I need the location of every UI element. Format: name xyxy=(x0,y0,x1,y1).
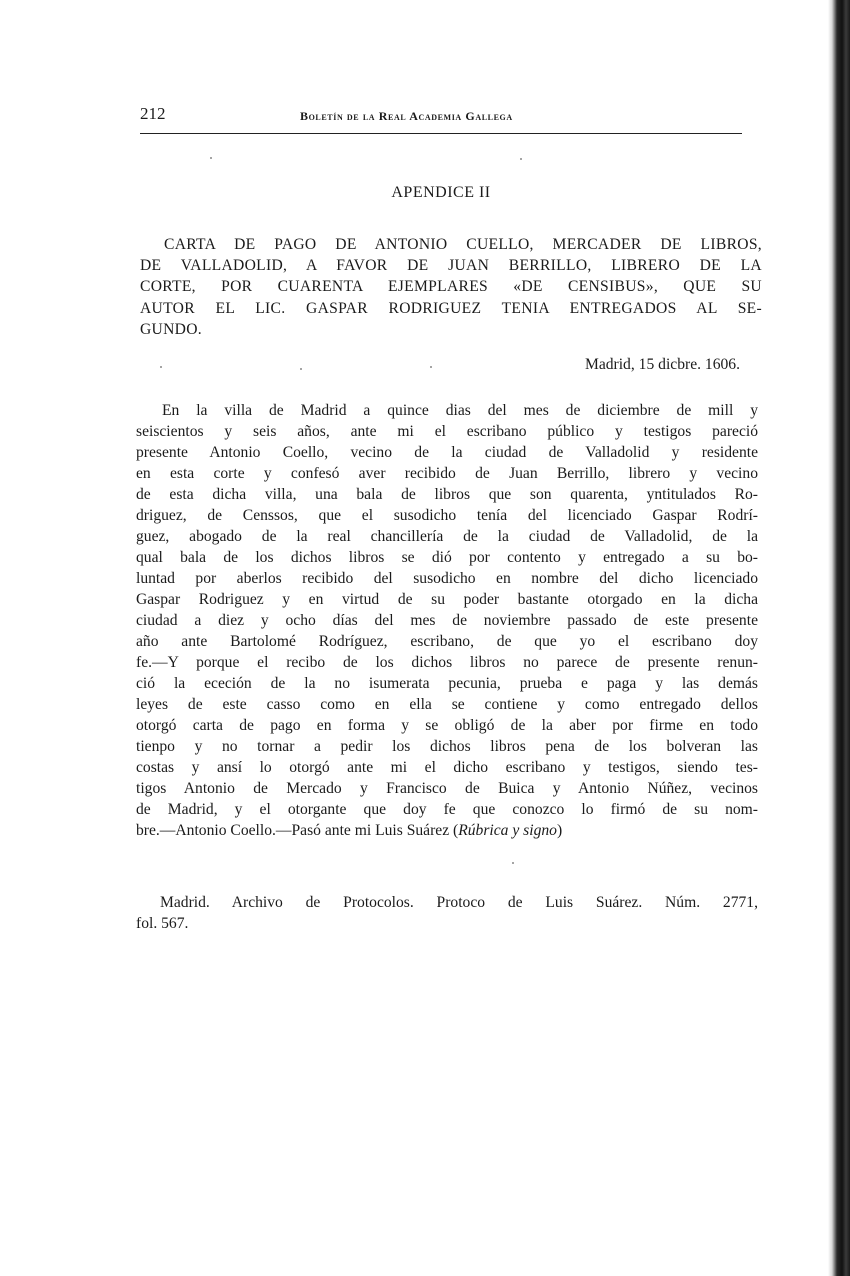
body-line: año ante Bartolomé Rodríguez, escribano, de que yo el escribano doy xyxy=(136,633,758,650)
page-number: 212 xyxy=(140,104,166,123)
title-line: CARTA DE PAGO DE ANTONIO CUELLO, MERCADER DE LIBROS, xyxy=(164,236,762,253)
body-line: de Madrid, y el otorgante que doy fe que conozco lo firmó de su nom- xyxy=(136,801,758,818)
body-last-line-text: bre.—Antonio Coello.—Pasó ante mi Luis Suárez ( xyxy=(136,822,459,839)
title-line: AUTOR EL LIC. GASPAR RODRIGUEZ TENIA ENTREGADOS AL SE- xyxy=(140,299,762,317)
journal-title: Boletín de la Real Academia Gallega xyxy=(300,109,513,123)
body-line: qual bala de los dichos libros se dió por contento y entregado a su bo- xyxy=(136,549,758,566)
body-line: leyes de este casso como en ella se contiene y como entregado dellos xyxy=(136,696,758,713)
source-line: fol. 567. xyxy=(136,915,189,932)
title-line: GUNDO. xyxy=(140,320,203,338)
body-line: guez, abogado de la real chancillería de la ciudad de Valladolid, de la xyxy=(136,528,758,545)
body-line: En la villa de Madrid a quince dias del mes de diciembre de mill y xyxy=(162,402,758,419)
dateline: Madrid, 15 dicbre. 1606. xyxy=(584,356,740,373)
rubrica-note: Rúbrica y signo xyxy=(458,822,557,839)
source-line: Madrid. Archivo de Protocolos. Protoco de Luis Suárez. Núm. 2771, xyxy=(160,894,758,911)
body-line: costas y ansí lo otorgó ante mi el dicho escribano y testigos, siendo tes- xyxy=(136,759,758,776)
body-last-line xyxy=(136,820,758,841)
body-paragraph xyxy=(136,400,758,841)
body-line: ciudad a diez y ocho días del mes de noviembre passado de este presente xyxy=(136,612,758,629)
body-line: Gaspar Rodriguez y en virtud de su poder bastante otorgado en la dicha xyxy=(136,591,758,608)
appendix-heading: APENDICE II xyxy=(391,184,491,201)
body-line: en esta corte y confesó aver recibido de Juan Berrillo, librero y vecino xyxy=(136,465,758,482)
scan-speck xyxy=(300,368,302,370)
scan-speck xyxy=(210,157,212,159)
title-line: CORTE, POR CUARENTA EJEMPLARES «DE CENSIBUS», QUE SU xyxy=(140,278,762,296)
body-line: presente Antonio Coello, vecino de la ciudad de Valladolid y residente xyxy=(136,444,758,461)
scan-speck xyxy=(430,366,432,368)
header-rule xyxy=(140,133,742,134)
body-line: tigos Antonio de Mercado y Francisco de Buica y Antonio Núñez, vecinos xyxy=(136,780,758,797)
body-line: de esta dicha villa, una bala de libros que son quarenta, yntitulados Ro- xyxy=(136,486,758,503)
title-line: DE VALLADOLID, A FAVOR DE JUAN BERRILLO, LIBRERO DE LA xyxy=(140,257,762,275)
running-header xyxy=(140,103,740,129)
body-line: fe.—Y porque el recibo de los dichos libros no parece de presente renun- xyxy=(136,654,758,671)
body-line: ció la ececión de la no isumerata pecunia, prueba e paga y las demás xyxy=(136,675,758,692)
document-title xyxy=(140,234,762,340)
scan-edge-shadow xyxy=(828,0,850,1276)
body-line: otorgó carta de pago en forma y se obligó de la aber por firme en todo xyxy=(136,717,758,734)
scan-speck xyxy=(160,366,162,368)
source-citation xyxy=(136,892,758,934)
body-line: seiscientos y seis años, ante mi el escribano público y testigos pareció xyxy=(136,423,758,440)
scan-speck xyxy=(520,158,522,160)
body-line: driguez, de Censsos, que el susodicho tenía del licenciado Gaspar Rodrí- xyxy=(136,507,758,524)
body-line: luntad por aberlos recibido del susodicho en nombre del dicho licenciado xyxy=(136,570,758,587)
scan-speck xyxy=(512,862,514,864)
body-last-line-close: ) xyxy=(556,822,563,839)
body-line: tienpo y no tornar a pedir los dichos libros pena de los bolveran las xyxy=(136,738,758,755)
